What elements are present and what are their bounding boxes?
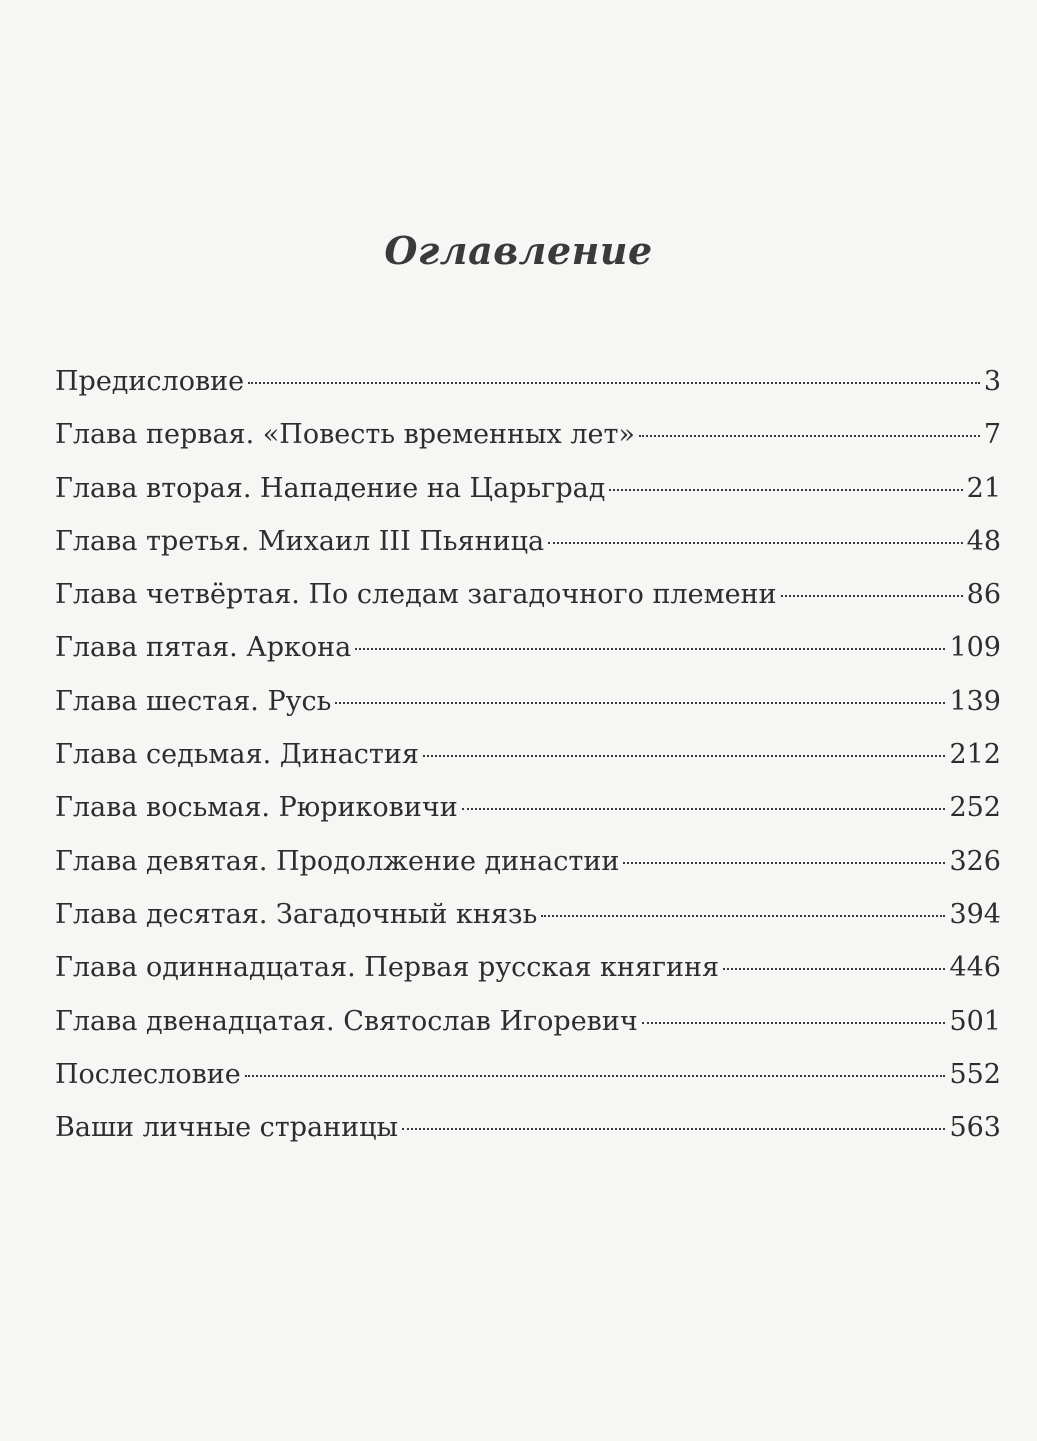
toc-entry-page: 86 bbox=[966, 579, 1001, 611]
dot-leader bbox=[781, 595, 963, 597]
dot-leader bbox=[423, 755, 946, 757]
toc-entry-page: 563 bbox=[949, 1112, 1001, 1144]
toc-entry bbox=[55, 1108, 1001, 1161]
dot-leader bbox=[248, 382, 980, 384]
toc-entry-page: 212 bbox=[949, 739, 1001, 771]
dot-leader bbox=[335, 702, 945, 704]
dot-leader bbox=[402, 1128, 946, 1130]
dot-leader bbox=[355, 648, 945, 650]
toc-entry-label: Глава двенадцатая. Святослав Игоревич bbox=[55, 1005, 638, 1037]
toc-entry-page: 446 bbox=[949, 952, 1001, 984]
toc-entry-label: Предисловие bbox=[55, 366, 245, 397]
toc-entry-label: Послесловие bbox=[55, 1058, 241, 1090]
toc-entry bbox=[55, 1055, 1001, 1108]
toc-entry-label: Глава седьмая. Династия bbox=[55, 739, 419, 771]
toc-entry-page: 7 bbox=[983, 419, 1001, 451]
toc-entry-label: Глава четвёртая. По следам загадочного племени bbox=[55, 579, 777, 611]
toc-entry-label: Глава десятая. Загадочный князь bbox=[55, 898, 538, 930]
toc-entry bbox=[55, 735, 1001, 788]
toc-entry bbox=[55, 842, 1001, 895]
toc-entry-page: 48 bbox=[966, 525, 1001, 557]
toc-entry-label: Ваши личные страницы bbox=[55, 1112, 398, 1144]
toc-entry-page: 21 bbox=[966, 472, 1001, 504]
toc-entry bbox=[55, 948, 1001, 1001]
dot-leader bbox=[548, 542, 963, 544]
dot-leader bbox=[462, 808, 946, 810]
toc-entry-page: 326 bbox=[949, 845, 1001, 877]
dot-leader bbox=[639, 435, 980, 437]
toc-entry-page: 109 bbox=[949, 632, 1001, 664]
dot-leader bbox=[642, 1022, 946, 1024]
toc-entry-page: 501 bbox=[949, 1005, 1001, 1037]
table-of-contents bbox=[55, 362, 1001, 1161]
toc-entry-page: 252 bbox=[949, 792, 1001, 824]
toc-entry-label: Глава восьмая. Рюриковичи bbox=[55, 792, 458, 824]
toc-entry-label: Глава шестая. Русь bbox=[55, 685, 332, 717]
toc-entry bbox=[55, 895, 1001, 948]
toc-entry-label: Глава вторая. Нападение на Царьград bbox=[55, 472, 606, 504]
toc-entry bbox=[55, 788, 1001, 841]
dot-leader bbox=[623, 862, 945, 864]
toc-entry bbox=[55, 628, 1001, 681]
toc-entry bbox=[55, 1002, 1001, 1055]
toc-entry bbox=[55, 522, 1001, 575]
toc-entry-label: Глава первая. «Повесть временных лет» bbox=[55, 419, 635, 451]
toc-entry-label: Глава третья. Михаил III Пьяница bbox=[55, 525, 545, 557]
dot-leader bbox=[723, 968, 945, 970]
toc-entry bbox=[55, 575, 1001, 628]
dot-leader bbox=[245, 1075, 946, 1077]
toc-entry bbox=[55, 469, 1001, 522]
toc-entry-label: Глава девятая. Продолжение династии bbox=[55, 845, 620, 877]
toc-entry bbox=[55, 415, 1001, 468]
dot-leader bbox=[541, 915, 945, 917]
toc-entry-label: Глава одиннадцатая. Первая русская княгиня bbox=[55, 952, 720, 984]
toc-entry-page: 139 bbox=[949, 685, 1001, 717]
toc-entry bbox=[55, 682, 1001, 735]
toc-title: Оглавление bbox=[384, 228, 653, 273]
dot-leader bbox=[609, 489, 962, 491]
toc-entry-page: 3 bbox=[983, 366, 1001, 397]
toc-entry-label: Глава пятая. Аркона bbox=[55, 632, 352, 664]
toc-entry bbox=[55, 362, 1001, 415]
toc-entry-page: 552 bbox=[949, 1058, 1001, 1090]
toc-entry-page: 394 bbox=[949, 898, 1001, 930]
